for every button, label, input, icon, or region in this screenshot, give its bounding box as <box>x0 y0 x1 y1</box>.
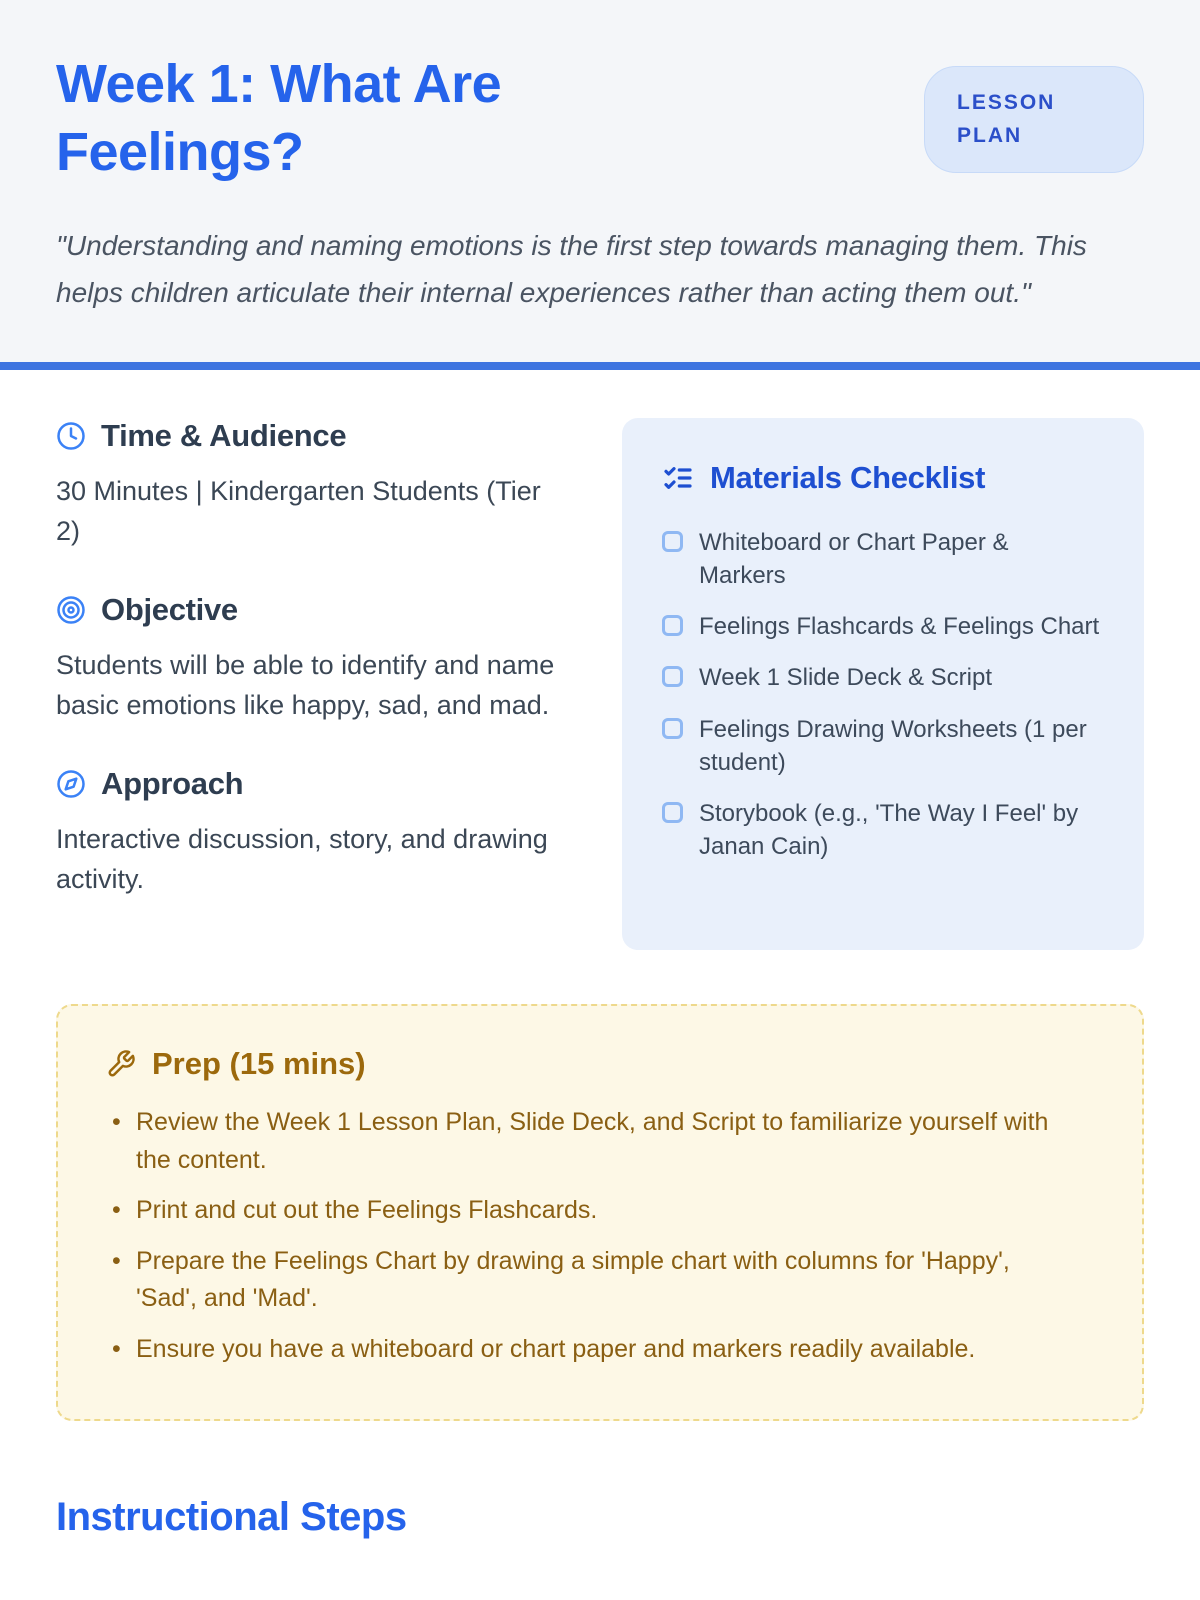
materials-checklist-card <box>622 418 1144 950</box>
checkbox-icon[interactable] <box>662 615 683 636</box>
checklist-item <box>662 713 1104 779</box>
checklist-item-label: Week 1 Slide Deck & Script <box>699 664 993 692</box>
checklist-item <box>662 526 1104 592</box>
prep-list-item: • Ensure you have a whiteboard or chart paper and markers readily available. <box>106 1331 1066 1369</box>
prep-list <box>106 1104 1094 1368</box>
checkbox-icon[interactable] <box>662 531 683 552</box>
time-audience-title: Time & Audience <box>101 418 347 454</box>
checklist-item <box>662 610 1104 643</box>
approach-heading <box>56 766 600 802</box>
checklist-item-label: Storybook (e.g., 'The Way I Feel' by Janan Cain) <box>699 799 1079 860</box>
checkbox-icon[interactable] <box>662 666 683 687</box>
checklist-item-label: Feelings Flashcards & Feelings Chart <box>699 613 1100 641</box>
header-top-row <box>56 50 1144 186</box>
target-icon <box>56 595 86 625</box>
main-content <box>0 418 1200 1540</box>
prep-list-item: • Prepare the Feelings Chart by drawing a simple chart with columns for 'Happy', 'Sad', and 'Mad'. <box>106 1243 1066 1318</box>
objective-heading <box>56 592 600 628</box>
approach-body: Interactive discussion, story, and drawing activity. <box>56 823 548 894</box>
lesson-plan-badge: LESSON PLAN <box>924 66 1144 173</box>
prep-list-item: • Print and cut out the Feelings Flashcards. <box>106 1192 1066 1230</box>
materials-title: Materials Checklist <box>710 460 986 496</box>
clock-icon <box>56 421 86 451</box>
checklist-item-label: Feelings Drawing Worksheets (1 per student) <box>699 715 1087 776</box>
header <box>0 0 1200 370</box>
checkbox-icon[interactable] <box>662 718 683 739</box>
checklist-item <box>662 797 1104 863</box>
prep-box <box>56 1004 1144 1421</box>
checklist-item <box>662 661 1104 694</box>
checkbox-icon[interactable] <box>662 802 683 823</box>
prep-list-item: • Review the Week 1 Lesson Plan, Slide Deck, and Script to familiarize yourself with the content. <box>106 1104 1066 1179</box>
page-title: Week 1: What Are Feelings? <box>56 54 502 183</box>
overview-columns <box>56 418 1144 950</box>
prep-heading <box>106 1046 1094 1082</box>
approach-title: Approach <box>101 765 244 801</box>
objective-title: Objective <box>101 592 238 628</box>
wrench-icon <box>106 1049 136 1079</box>
time-audience-heading <box>56 418 600 454</box>
time-audience-body: 30 Minutes | Kindergarten Students (Tier 2) <box>56 476 541 547</box>
compass-icon <box>56 769 86 799</box>
objective-body: Students will be able to identify and name basic emotions like happy, sad, and mad. <box>56 650 555 720</box>
list-checks-icon <box>662 462 694 494</box>
prep-title: Prep (15 mins) <box>152 1046 366 1082</box>
instructional-steps-heading: Instructional Steps <box>56 1495 407 1540</box>
checklist-item-label: Whiteboard or Chart Paper & Markers <box>699 529 1009 590</box>
materials-heading <box>662 460 1104 496</box>
intro-quote: "Understanding and naming emotions is the first step towards managing them. This helps children articulate their internal experiences rather than acting them out." <box>56 230 1087 309</box>
overview-left-column <box>56 418 600 950</box>
